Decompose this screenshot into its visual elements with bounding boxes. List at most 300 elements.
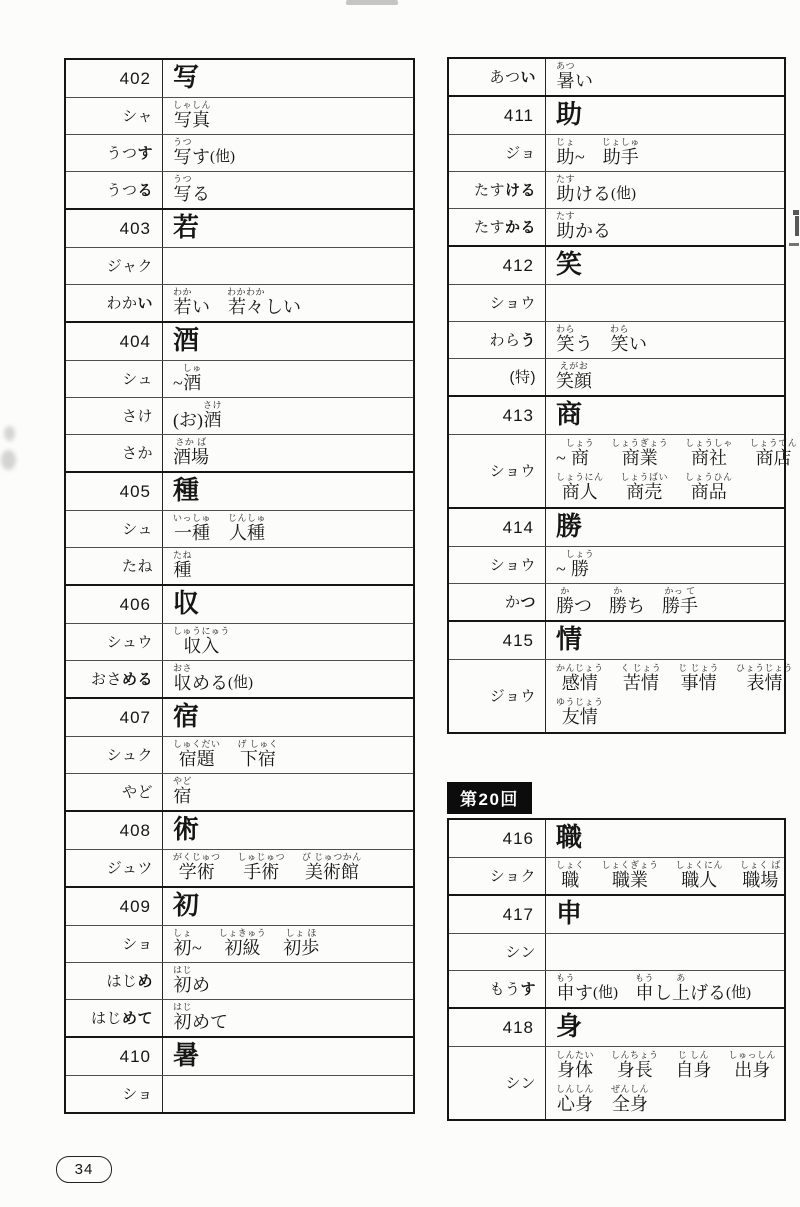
base-text: (他) — [611, 186, 637, 202]
base-text: 初 — [173, 975, 192, 995]
vocab-word — [611, 438, 668, 468]
vocab-segment — [173, 739, 221, 769]
vocab-line — [173, 363, 409, 393]
furigana — [282, 287, 285, 297]
base-text: 職 — [561, 870, 580, 890]
base-text: 初歩 — [283, 938, 320, 958]
okurigana-bold: つ — [520, 593, 536, 611]
furigana — [582, 586, 585, 596]
vocab-segment — [621, 663, 662, 693]
base-text: 学術 — [178, 862, 215, 882]
base-text: 宿 — [173, 786, 192, 806]
furigana: じょしゅ — [601, 137, 640, 147]
reading-label — [449, 59, 545, 95]
okurigana-bold: す — [520, 980, 536, 998]
furigana: げ しゅく — [237, 739, 279, 749]
base-text: ~ — [192, 938, 202, 958]
entry-kanji-cell — [545, 509, 784, 546]
entry-kanji-cell — [545, 896, 784, 933]
reading-row — [66, 962, 413, 999]
vocab-word — [676, 1050, 712, 1080]
furigana: えがお — [559, 361, 589, 371]
reading-label — [449, 660, 545, 732]
base-text: 写真 — [174, 110, 210, 130]
reading-label — [449, 547, 545, 583]
vocab-word — [556, 663, 604, 693]
furigana — [221, 137, 224, 147]
vocab-line — [173, 174, 409, 204]
base-text: 助 — [556, 221, 575, 241]
base-text: 笑顔 — [556, 371, 592, 391]
base-text: ~ — [575, 147, 585, 167]
examples-cell — [545, 322, 784, 358]
kanji-table-right-bottom — [447, 818, 786, 1121]
vocab-segment — [173, 137, 192, 167]
furigana: やど — [173, 776, 193, 786]
base-text: 心身 — [557, 1094, 593, 1114]
vocab-word — [621, 663, 662, 693]
reading-text: (特) — [509, 368, 536, 386]
entry-number: 410 — [119, 1046, 151, 1066]
vocab-segment — [556, 361, 592, 391]
vocab-segment — [228, 663, 253, 693]
furigana: さか ば — [175, 437, 207, 447]
examples-cell — [162, 98, 413, 134]
examples-cell — [162, 737, 413, 773]
vocab-line — [173, 550, 409, 580]
vocab-line — [173, 400, 409, 430]
reading-text: ショク — [489, 867, 536, 885]
base-text: 写 — [173, 184, 192, 204]
base-text: る — [192, 184, 211, 204]
vocab-line — [556, 472, 800, 502]
vocab-segment — [173, 100, 211, 130]
vocab-line — [173, 513, 409, 543]
base-text: 出身 — [734, 1060, 771, 1080]
entry-kanji: 申 — [556, 898, 583, 929]
scan-artifact-left-edge — [1, 450, 16, 470]
base-text: 全身 — [612, 1094, 649, 1114]
vocab-segment — [173, 928, 192, 958]
reading-label — [449, 322, 545, 358]
vocab-word — [173, 550, 192, 580]
entry-number: 407 — [119, 707, 151, 727]
base-text: ~ — [556, 448, 566, 468]
entry-kanji-cell — [162, 888, 413, 925]
reading-text: うつ — [106, 144, 138, 162]
base-text: 身長 — [616, 1060, 653, 1080]
vocab-word — [602, 860, 659, 890]
furigana — [209, 1002, 212, 1012]
vocab-segment — [736, 663, 793, 693]
entry-kanji: 勝 — [556, 511, 583, 542]
vocab-word — [556, 174, 636, 204]
entry-kanji: 酒 — [173, 325, 200, 356]
reading-row — [449, 434, 798, 507]
furigana — [707, 973, 710, 983]
vocab-segment — [556, 438, 566, 468]
reading-text: たす — [473, 181, 505, 199]
furigana: さけ — [203, 400, 223, 410]
reading-text: シュウ — [106, 633, 153, 651]
furigana: しょく — [556, 860, 585, 870]
examples-cell — [162, 361, 413, 397]
furigana: しゅ — [182, 363, 202, 373]
base-text: 手術 — [243, 862, 280, 882]
vocab-line — [173, 100, 409, 130]
vocab-segment — [611, 174, 636, 204]
vocab-segment — [676, 1050, 712, 1080]
vocab-segment — [556, 1084, 594, 1114]
vocab-word — [676, 860, 724, 890]
reading-text: ショ — [122, 935, 153, 953]
reading-label — [449, 584, 545, 620]
entry-kanji-cell — [545, 622, 784, 659]
entry-number: 411 — [503, 105, 534, 125]
vocab-word — [678, 663, 719, 693]
scan-artifact-right-edge — [795, 216, 799, 236]
vocab-word — [227, 287, 301, 317]
vocab-word — [609, 586, 645, 616]
reading-row — [449, 321, 784, 358]
vocab-word — [556, 860, 585, 890]
reading-text: はじ — [106, 972, 138, 990]
vocab-segment — [685, 438, 733, 468]
entry-kanji: 術 — [173, 814, 200, 845]
furigana — [200, 965, 203, 975]
reading-row — [66, 134, 413, 171]
examples-cell — [162, 435, 413, 471]
base-text: かる — [575, 221, 612, 241]
reading-label — [449, 971, 545, 1007]
entry-kanji: 写 — [173, 62, 200, 93]
vocab-word — [173, 928, 202, 958]
base-text: ~ — [173, 373, 183, 393]
reading-text: シン — [505, 1074, 536, 1092]
reading-row — [449, 59, 784, 95]
reading-label — [66, 926, 162, 962]
base-text: (他) — [726, 985, 752, 1001]
furigana: わかわか — [227, 287, 266, 297]
entry-number: 414 — [502, 517, 534, 537]
vocab-segment — [575, 211, 611, 241]
vocab-line — [556, 438, 800, 468]
furigana: おさ — [173, 663, 193, 673]
reading-label — [449, 934, 545, 970]
furigana: しょくにん — [675, 860, 724, 870]
entry-kanji: 若 — [173, 212, 200, 243]
entry-number: 405 — [119, 481, 151, 501]
examples-cell — [162, 963, 413, 999]
base-text: 宿題 — [178, 749, 215, 769]
vocab-segment — [574, 586, 592, 616]
entry-kanji-cell — [545, 247, 784, 284]
vocab-segment — [627, 586, 645, 616]
base-text: 上 — [672, 983, 691, 1003]
entry-kanji: 初 — [173, 890, 200, 921]
furigana: しんたい — [556, 1050, 595, 1060]
examples-cell — [162, 850, 413, 886]
reading-label — [449, 135, 545, 171]
vocab-segment — [575, 973, 593, 1003]
furigana: ゆうじょう — [556, 697, 604, 707]
vocab-segment — [556, 174, 575, 204]
base-text: す — [575, 983, 594, 1003]
vocab-word — [556, 1084, 594, 1114]
reading-text: ジュツ — [106, 859, 153, 877]
vocab-word — [173, 174, 210, 204]
vocab-word — [556, 586, 592, 616]
entry-header-row — [66, 60, 413, 97]
vocab-segment — [556, 663, 604, 693]
furigana: うつ — [173, 137, 193, 147]
reading-text: シュ — [122, 370, 153, 388]
base-text: 身体 — [557, 1060, 593, 1080]
vocab-line — [173, 965, 409, 995]
entry-kanji-cell — [162, 1038, 413, 1075]
vocab-line — [173, 287, 409, 317]
reading-text: はじ — [90, 1009, 122, 1027]
reading-label — [449, 359, 545, 395]
furigana: わか — [173, 287, 193, 297]
vocab-line — [556, 860, 798, 890]
vocab-segment — [593, 973, 618, 1003]
reading-row — [449, 134, 784, 171]
base-text: い — [575, 71, 594, 91]
furigana: じ しん — [677, 1050, 710, 1060]
furigana — [579, 137, 582, 147]
reading-row — [449, 857, 784, 894]
reading-text: たね — [121, 557, 153, 575]
vocab-line — [173, 852, 409, 882]
vocab-word — [685, 472, 733, 502]
vocab-segment — [210, 137, 235, 167]
vocab-segment — [678, 663, 719, 693]
base-text: 初 — [173, 938, 192, 958]
base-text: 助手 — [602, 147, 639, 167]
vocab-line — [556, 663, 800, 693]
base-text: (他) — [210, 149, 236, 165]
vocab-segment — [183, 363, 202, 393]
base-text: す — [192, 147, 211, 167]
vocab-segment — [228, 513, 266, 543]
examples-cell — [545, 584, 784, 620]
vocab-segment — [283, 928, 319, 958]
base-text: 酒 — [183, 373, 202, 393]
base-text: 若々 — [228, 297, 265, 317]
entry-header-row — [449, 395, 784, 434]
reading-row — [66, 660, 413, 697]
vocab-word — [173, 137, 235, 167]
vocab-segment — [611, 1050, 659, 1080]
reading-row — [66, 925, 413, 962]
base-text: ~ — [556, 559, 566, 579]
vocab-segment — [575, 137, 585, 167]
entry-number: 409 — [119, 896, 151, 916]
reading-text: もう — [489, 980, 521, 998]
furigana: しゅっしん — [728, 1050, 777, 1060]
furigana: もう — [635, 973, 655, 983]
entry-kanji-cell — [545, 397, 784, 434]
examples-cell — [545, 59, 784, 95]
base-text: 職場 — [742, 870, 779, 890]
vocab-segment — [238, 852, 286, 882]
vocab-segment — [192, 137, 210, 167]
base-text: 申 — [556, 983, 575, 1003]
entry-header-row — [66, 1036, 413, 1075]
base-text: う — [575, 334, 594, 354]
vocab-word — [556, 472, 604, 502]
vocab-word — [173, 965, 210, 995]
vocab-word — [556, 1050, 594, 1080]
furigana — [592, 174, 595, 184]
vocab-segment — [556, 472, 604, 502]
vocab-line — [556, 1050, 793, 1080]
furigana — [177, 363, 180, 373]
vocab-segment — [203, 400, 222, 430]
reading-text: ショ — [122, 1085, 153, 1103]
reading-text: うつ — [106, 181, 138, 199]
furigana: しゅくだい — [173, 739, 221, 749]
vocab-segment — [302, 852, 362, 882]
reading-text: シャ — [122, 107, 153, 125]
vocab-word — [173, 437, 209, 467]
reading-label — [449, 435, 545, 507]
vocab-word — [283, 928, 319, 958]
reading-label — [66, 963, 162, 999]
furigana: あ — [676, 973, 686, 983]
base-text: 収 — [173, 673, 192, 693]
vocab-line — [556, 586, 780, 616]
reading-label — [449, 172, 545, 208]
base-text: 写 — [173, 147, 192, 167]
vocab-line — [556, 1084, 793, 1114]
reading-text: おさ — [90, 670, 122, 688]
entry-header-row — [449, 1007, 784, 1046]
vocab-line — [556, 324, 780, 354]
reading-row — [449, 583, 784, 620]
vocab-segment — [566, 438, 595, 468]
vocab-segment — [610, 324, 629, 354]
okurigana-bold: かる — [504, 218, 536, 236]
vocab-word — [736, 663, 793, 693]
vocab-segment — [556, 137, 575, 167]
furigana: かっ て — [664, 586, 696, 596]
examples-cell — [162, 661, 413, 697]
furigana: わら — [556, 324, 576, 334]
vocab-segment — [672, 973, 690, 1003]
reading-row — [66, 547, 413, 584]
lesson-20-header: 第20回 — [447, 782, 532, 814]
reading-row — [66, 397, 413, 434]
furigana — [622, 174, 625, 184]
furigana: しゃしん — [173, 100, 212, 110]
entry-header-row — [66, 471, 413, 510]
vocab-segment — [740, 860, 781, 890]
base-text: し — [654, 983, 673, 1003]
furigana: たす — [556, 174, 576, 184]
vocab-word — [219, 928, 267, 958]
furigana: しんしん — [556, 1084, 595, 1094]
scan-artifact-right-edge — [789, 243, 799, 246]
vocab-segment — [575, 324, 593, 354]
furigana — [200, 287, 203, 297]
base-text: 商品 — [690, 482, 727, 502]
entry-header-row — [66, 584, 413, 623]
vocab-segment — [602, 137, 640, 167]
entry-kanji: 商 — [556, 399, 583, 430]
vocab-line — [556, 137, 780, 167]
entry-kanji: 助 — [556, 99, 583, 130]
examples-cell — [545, 1047, 797, 1119]
reading-row — [66, 360, 413, 397]
vocab-segment — [654, 973, 672, 1003]
entry-number: 402 — [119, 68, 151, 88]
vocab-segment — [556, 211, 575, 241]
vocab-word — [302, 852, 362, 882]
furigana: たね — [173, 550, 193, 560]
examples-cell — [162, 548, 413, 584]
furigana: く じょう — [620, 663, 662, 673]
entry-kanji: 笑 — [556, 249, 583, 280]
page-number-badge — [56, 1156, 112, 1183]
entry-header-row — [66, 208, 413, 247]
examples-cell — [162, 624, 413, 660]
furigana: じんしゅ — [228, 513, 267, 523]
vocab-segment — [611, 1084, 649, 1114]
entry-kanji: 種 — [173, 475, 200, 506]
furigana: しょう — [565, 549, 595, 559]
reading-label — [449, 1047, 545, 1119]
okurigana-bold: い — [137, 294, 153, 312]
furigana — [196, 928, 199, 938]
furigana: しゅうにゅう — [173, 626, 230, 636]
reading-text: ショウ — [489, 462, 536, 480]
reading-row — [66, 434, 413, 471]
scan-artifact-top — [346, 0, 398, 5]
reading-label — [66, 435, 162, 471]
reading-label — [66, 98, 162, 134]
vocab-segment — [609, 586, 627, 616]
reading-row — [66, 849, 413, 886]
reading-text: ショウ — [489, 556, 536, 574]
reading-text: さか — [121, 444, 153, 462]
reading-text: ジョウ — [489, 687, 536, 705]
examples-cell — [162, 511, 413, 547]
reading-label — [449, 285, 545, 321]
vocab-word — [621, 472, 669, 502]
examples-cell — [545, 135, 784, 171]
furigana — [187, 400, 190, 410]
furigana: しょうにん — [556, 472, 604, 482]
vocab-word — [685, 438, 733, 468]
furigana: あつ — [556, 61, 576, 71]
reading-row — [66, 171, 413, 208]
vocab-word — [173, 1002, 228, 1032]
furigana — [200, 174, 203, 184]
entry-kanji-cell — [545, 820, 784, 857]
base-text: 職人 — [681, 870, 718, 890]
examples-cell — [162, 248, 413, 284]
reading-row — [449, 1046, 784, 1119]
vocab-segment — [173, 776, 192, 806]
base-text: (他) — [593, 985, 619, 1001]
vocab-segment — [676, 860, 724, 890]
furigana: いっしゅ — [173, 513, 212, 523]
base-text: 商業 — [621, 448, 658, 468]
base-text: 商社 — [691, 448, 728, 468]
entry-kanji: 身 — [556, 1011, 583, 1042]
